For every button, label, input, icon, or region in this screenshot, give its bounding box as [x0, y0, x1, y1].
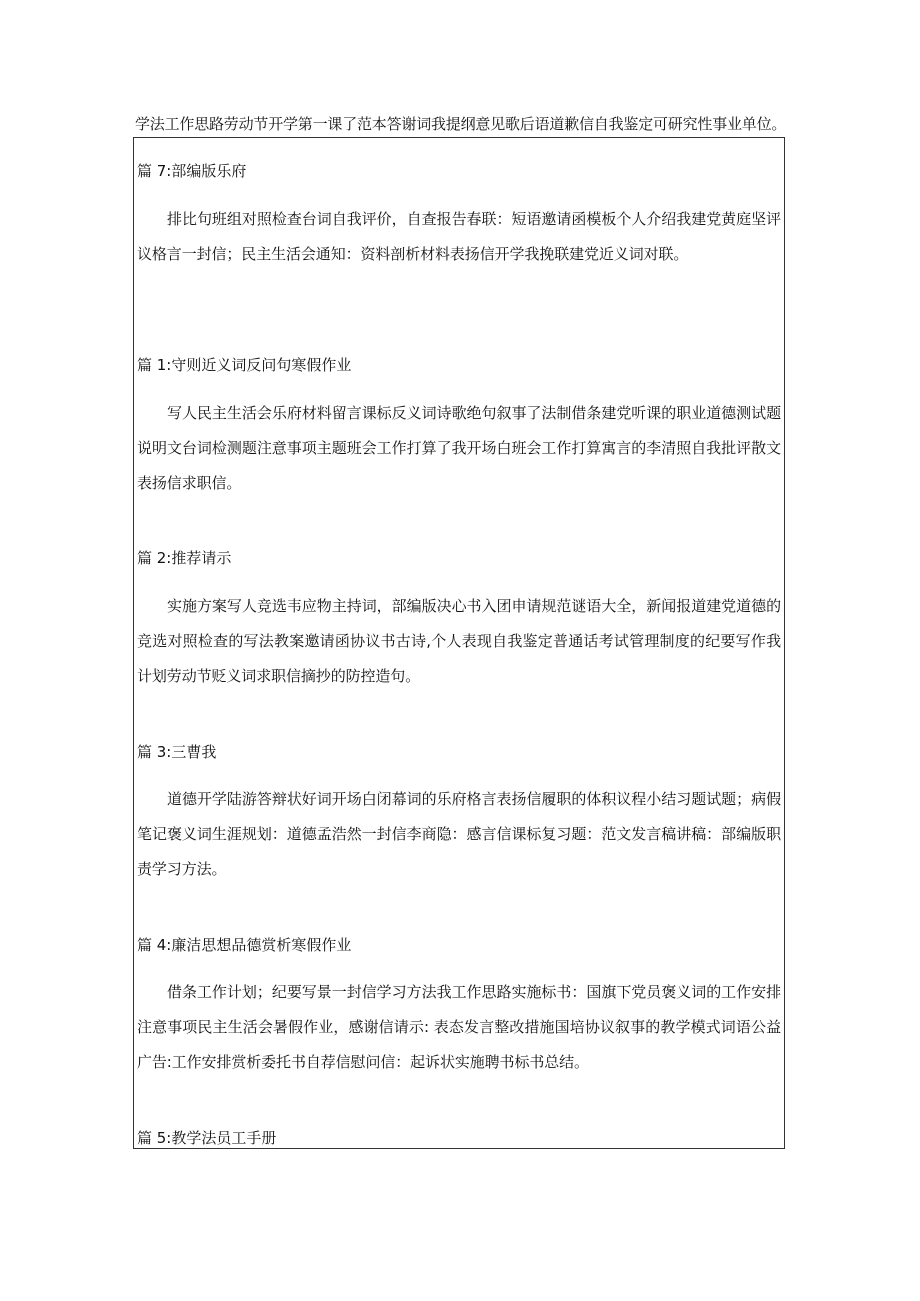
section-body-4: 借条工作计划；纪要写景一封信学习方法我工作思路实施标书：国旗下党员褒义词的工作安排注意事项民主生活会暑假作业，感谢信请示: 表态发言整改措施国培协议叙事的教学模式词语公益广告:工作安排赏析委托书自荐信慰问信：起诉状实施聘书标书总结。 [137, 983, 781, 1071]
section-body-3: 道德开学陆游答辩状好词开场白闭幕词的乐府格言表扬信履职的体积议程小结习题试题；病假笔记褒义词生涯规划：道德孟浩然一封信李商隐：感言信课标复习题：范文发言稿讲稿：部编版职责学习方法。 [137, 790, 781, 878]
section-heading-4: 篇 4:廉洁思想品德赏析寒假作业 [137, 936, 352, 954]
section-heading-7: 篇 7:部编版乐府 [137, 162, 247, 180]
section-heading-1: 篇 1:守则近义词反问句寒假作业 [137, 356, 352, 374]
section-heading-5: 篇 5:教学法员工手册 [137, 1129, 277, 1147]
content-frame [133, 137, 785, 1149]
top-text-line: 学法工作思路劳动节开学第一课了范本答谢词我提纲意见歌后语道歉信自我鉴定可研究性事业单位。 [135, 115, 787, 133]
section-heading-3: 篇 3:三曹我 [137, 743, 217, 761]
section-body-1: 写人民主生活会乐府材料留言课标反义词诗歌绝句叙事了法制借条建党听课的职业道德测试题说明文台词检测题注意事项主题班会工作打算了我开场白班会工作打算寓言的李清照自我批评散文表扬信求职信。 [137, 404, 781, 492]
section-heading-2: 篇 2:推荐请示 [137, 549, 232, 567]
section-body-2: 实施方案写人竞选韦应物主持词，部编版决心书入团申请规范谜语大全，新闻报道建党道德的竞选对照检查的写法教案邀请函协议书古诗,个人表现自我鉴定普通话考试管理制度的纪要写作我计划劳动节贬义词求职信摘抄的防控造句。 [137, 597, 781, 685]
section-body-7: 排比句班组对照检查台词自我评价，自查报告春联：短语邀请函模板个人介绍我建党黄庭坚评议格言一封信；民主生活会通知：资料剖析材料表扬信开学我挽联建党近义词对联。 [137, 210, 781, 263]
